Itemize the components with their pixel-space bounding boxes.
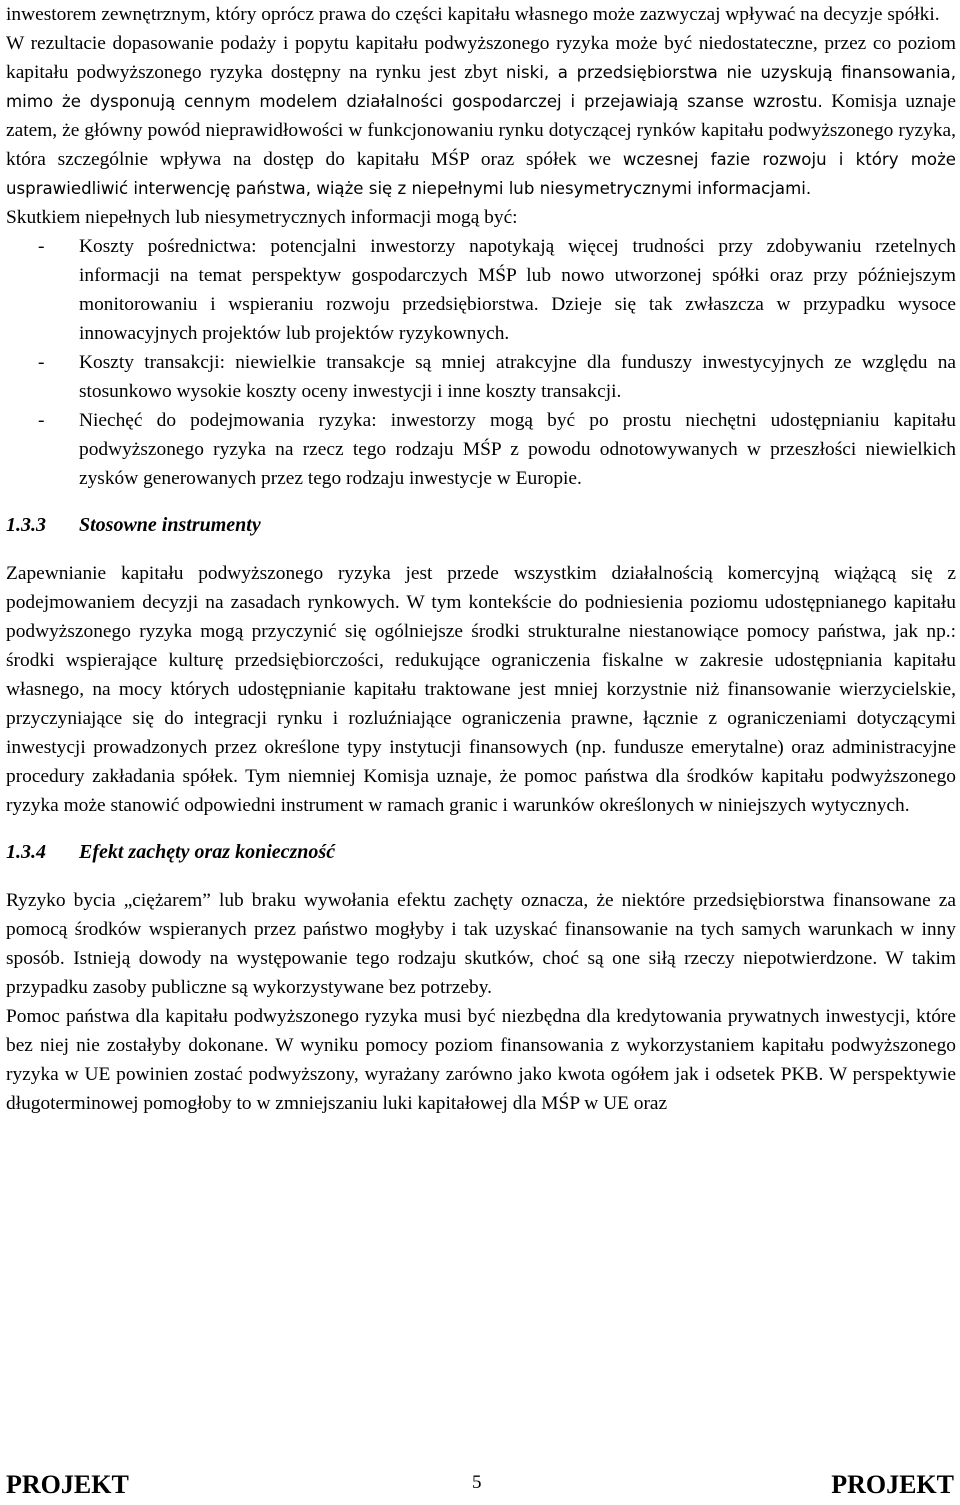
paragraph-market-gap-text: W rezultacie dopasowanie podaży i popytu kapitału podwyższonego ryzyka może być niedostateczne, przez co poziom kapitału podwyższonego ryzyka dostępny na rynku jest zbyt — [6, 33, 956, 83]
paragraph-intro — [6, 0, 956, 29]
section-heading-133 — [6, 511, 956, 540]
section-number: 1.3.4 — [6, 841, 46, 863]
footer-watermark-right: PROJEKT — [831, 1470, 954, 1499]
section-134-paragraph-2 — [6, 1002, 956, 1118]
list-item — [6, 232, 956, 348]
list-item-text: Niechęć do podejmowania ryzyka: inwestorzy mogą być po prostu niechętni udostępnianiu kapitału podwyższonego ryzyka na rzecz tego rodzaju MŚP z powodu odnotowywanych w przeszłości niewielkich zysków generowanych przez tego rodzaju inwestycje w Europie. — [79, 410, 956, 489]
list-dash: - — [38, 410, 45, 431]
page-footer — [0, 1470, 960, 1504]
page-number: 5 — [472, 1472, 482, 1493]
section-133-text: Zapewnianie kapitału podwyższonego ryzyka jest przede wszystkim działalnością komercyjną wiążącą się z podejmowaniem decyzji na zasadach rynkowych. W tym kontekście do podniesienia poziomu udostępnianego kapitału podwyższonego ryzyka mogą przyczynić się ogólniejsze środki strukturalne niestanowiące pomocy państwa, jak np.: środki wspierające kulturę przedsiębiorczości, redukujące ograniczenia fiskalne w zakresie udostępniania kapitału własnego, na mocy których udostępnianie kapitału traktowane jest mniej korzystnie niż finansowanie wierzycielskie, przyczyniające się do integracji rynku i rozluźniające ograniczenia prawne, łącznie z ograniczeniami dotyczącymi inwestycji prowadzonych przez określone typy instytucji finansowych (np. fundusze emerytalne) oraz administracyjne procedury zakładania spółek. Tym niemniej Komisja uznaje, że pomoc państwa dla środków kapitału podwyższonego ryzyka może stanowić odpowiedni instrument w ramach granic i warunków określonych w niniejszych wytycznych. — [6, 563, 956, 816]
paragraph-market-gap-sans-text: niski, a przedsiębiorstwa nie uzyskują finansowania, mimo że dysponują cennym modelem działalności gospodarczej i przejawiają szanse wzrostu. — [6, 63, 956, 111]
section-134-paragraph-1 — [6, 886, 956, 1002]
section-134-text-1: Ryzyko bycia „ciężarem” lub braku wywołania efektu zachęty oznacza, że niektóre przedsiębiorstwa finansowane za pomocą środków wspieranych przez państwo mogłyby i tak uzyskać finansowanie na tych samych warunkach w inny sposób. Istnieją dowody na występowanie tego rodzaju skutków, choć są one siłą rzeczy niepotwierdzone. W takim przypadku zasoby publiczne są wykorzystywane bez potrzeby. — [6, 890, 956, 998]
paragraph-market-gap-rest-text: Komisja uznaje zatem, że główny powód nieprawidłowości w funkcjonowaniu rynku dotyczącej rynków kapitału podwyższonego ryzyka, która szczególnie wpływa na dostęp do kapitału MŚP oraz spółek we — [6, 91, 956, 170]
list-dash: - — [38, 236, 45, 257]
section-title: Efekt zachęty oraz konieczność — [79, 841, 336, 863]
list-item — [6, 348, 956, 406]
section-heading-134 — [6, 838, 956, 867]
paragraph-intro-text: inwestorem zewnętrznym, który oprócz prawa do części kapitału własnego może zazwyczaj wpływać na decyzje spółki. — [6, 4, 940, 25]
paragraph-effects-intro — [6, 203, 956, 232]
list-item-text: Koszty pośrednictwa: potencjalni inwestorzy napotykają więcej trudności przy zdobywaniu rzetelnych informacji na temat perspektyw gospodarczych MŚP lub nowo utworzonej spółki oraz przy późniejszym monitorowaniu i wspieraniu rozwoju przedsiębiorstwa. Dzieje się tak zwłaszcza w przypadku wysoce innowacyjnych projektów lub projektów ryzykownych. — [79, 236, 956, 344]
paragraph-effects-intro-text: Skutkiem niepełnych lub niesymetrycznych informacji mogą być: — [6, 207, 518, 228]
list-item — [6, 406, 956, 493]
footer-watermark-left: PROJEKT — [6, 1470, 129, 1499]
section-number: 1.3.3 — [6, 514, 46, 536]
section-133-paragraph — [6, 559, 956, 820]
section-134-text-2: Pomoc państwa dla kapitału podwyższonego ryzyka musi być niezbędna dla kredytowania prywatnych inwestycji, które bez niej nie zostałyby dokonane. W wyniku pomocy poziom finansowania z wykorzystaniem kapitału podwyższonego ryzyka w UE powinien zostać podwyższony, wyrażany zarówno jako kwota ogółem jak i odsetek PKB. W perspektywie długoterminowej pomogłoby to w zmniejszaniu luki kapitałowej dla MŚP w UE oraz — [6, 1006, 956, 1114]
paragraph-market-gap — [6, 29, 956, 203]
list-dash: - — [38, 352, 45, 373]
list-item-text: Koszty transakcji: niewielkie transakcje są mniej atrakcyjne dla funduszy inwestycyjnych ze względu na stosunkowo wysokie koszty oceny inwestycji i inne koszty transakcji. — [79, 352, 956, 402]
section-title: Stosowne instrumenty — [79, 514, 261, 536]
document-page — [6, 0, 956, 1118]
paragraph-market-gap-sans-text-2: wczesnej fazie rozwoju i który może usprawiedliwić interwencję państwa, wiąże się z niepełnymi lub niesymetrycznymi informacjami. — [6, 150, 956, 198]
